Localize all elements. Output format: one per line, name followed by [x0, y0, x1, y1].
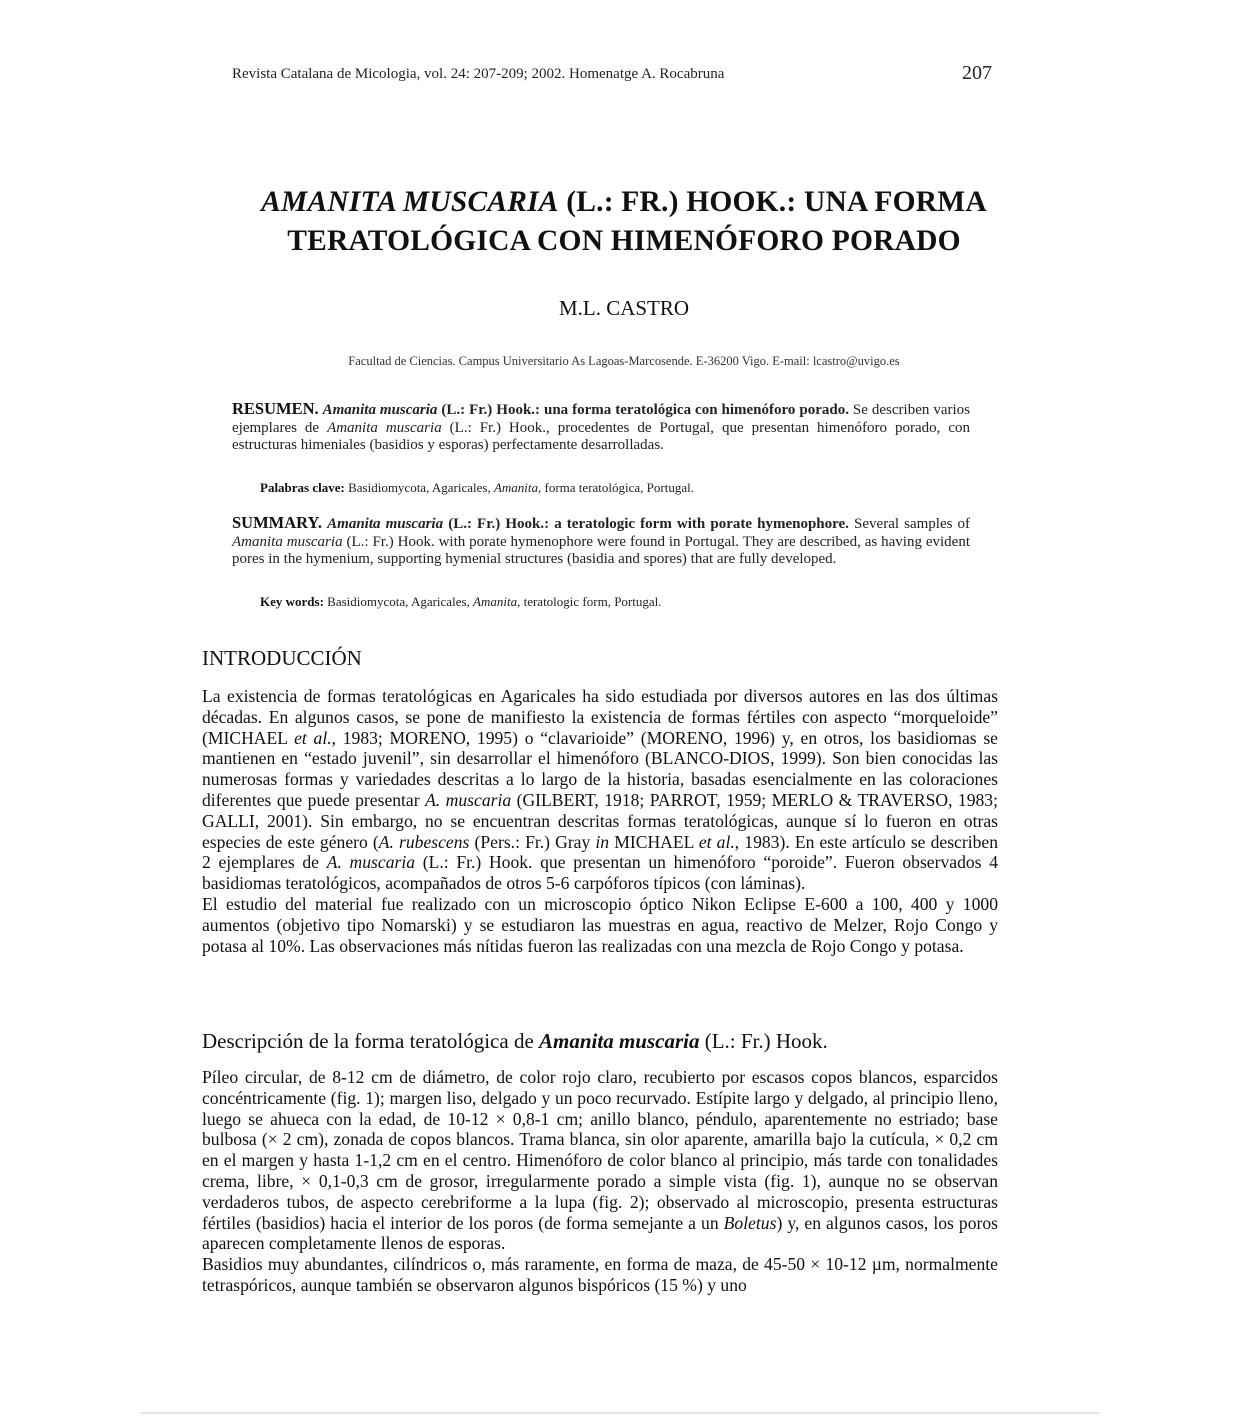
intro-p1-text: La existencia de formas teratológicas en Agaricales ha sido estudiada por diversos autores en las dos últimas décadas. En algunos casos, se pone de manifiesto la existencia de formas fértiles con aspecto “morqueloide” (MICHAEL — [202, 686, 998, 748]
summary-title — [327, 516, 849, 532]
resumen-title-rest: (L.: Fr.) Hook.: una forma teratológica con himenóforo porado. — [441, 402, 849, 418]
intro-p1-italic: A. muscaria — [425, 789, 512, 810]
intro-paragraph-2: El estudio del material fue realizado con un microscopio óptico Nikon Eclipse E-600 a 100, 400 y 1000 aumentos (objetivo tipo Nomarski) y se estudiaron las muestras en agua, reactivo de Melzer, Rojo Congo y potasa al 10%. Las observaciones más nítidas fueron las realizadas con una mezcla de Rojo Congo y potasa. — [202, 893, 998, 956]
summary-title-rest: (L.: Fr.) Hook.: a teratologic form with porate hymenophore. — [448, 516, 849, 532]
title-line-2: TERATOLÓGICA CON HIMENÓFORO PORADO — [287, 225, 961, 257]
description-heading — [202, 1029, 828, 1054]
summary-abstract — [232, 514, 970, 569]
description-heading-before: Descripción de la forma teratológica de — [202, 1029, 534, 1053]
intro-p1-text: , 1983; MORENO, 1995) o “clavarioide” (MORENO, 1996) y, en otros, los basidiomas se mantienen en “estado juvenil”, sin desarrollar el himenóforo (BLANCO-DIOS, 1999). Son bien conocidas las numerosas formas y variedades descritas a lo largo de la historia, basadas esencialmente en las coloraciones diferentes que puede presentar — [202, 727, 998, 810]
desc-p1-text: Píleo circular, de 8-12 cm de diámetro, de color rojo claro, recubierto por escasos copos blancos, esparcidos concéntricamente (fig. 1); margen liso, delgado y un poco recurvado. Estípite largo y delgado, al principio lleno, luego se ahueca con la edad, de 10-12 × 0,8-1 cm; anillo blanco, péndulo, aparentemente no estriado; base bulbosa (× 2 cm), zonada de copos blancos. Trama blanca, sin olor aparente, amarilla bajo la cutícula, × 0,2 cm en el margen y hasta 1-1,2 cm en el centro. Himenóforo de color blanco al principio, más tarde con tonalidades crema, libre, × 0,1-0,3 cm de grosor, irregularmente porado a simple vista (fig. 1), aunque no se observan verdaderos tubos, de aspecto cerebriforme a la lupa (fig. 2); observado al microscopio, presenta estructuras fértiles (basidios) hacia el interior de los poros (de forma semejante a un — [202, 1067, 998, 1233]
summary-label: SUMMARY. — [232, 513, 323, 532]
intro-p1-italic: in — [595, 831, 610, 852]
description-heading-species: Amanita muscaria — [539, 1029, 700, 1053]
keywords-label: Key words: — [260, 594, 324, 609]
desc-p1-text: ) y, en algunos casos, los poros aparecen completamente llenos de esporas. — [202, 1212, 998, 1254]
intro-heading: INTRODUCCIÓN — [202, 646, 362, 670]
summary-title-genus: Amanita muscaria — [327, 516, 444, 532]
keywords-after: , teratologic form, Portugal. — [517, 594, 662, 609]
description-paragraph-1 — [202, 1067, 998, 1254]
title-species: AMANITA MUSCARIA — [261, 186, 559, 218]
article-title — [180, 183, 1068, 261]
intro-p1-text: MICHAEL — [614, 831, 694, 852]
intro-p1-italic: A. rubescens — [378, 831, 470, 852]
palabras-before: Basidiomycota, Agaricales, — [348, 480, 491, 495]
keywords-genus: Amanita — [473, 594, 518, 609]
intro-p1-italic: et al. — [294, 727, 332, 748]
palabras-label: Palabras clave: — [260, 480, 345, 495]
intro-paragraph-1 — [202, 686, 998, 894]
resumen-text-genus: Amanita muscaria — [327, 419, 442, 436]
author-name: M.L. CASTRO — [558, 296, 690, 320]
resumen-text-rest: (L.: Fr.) Hook., procedentes de Portugal, que presentan himenóforo porado, con estructuras himeniales (basidios y esporas) perfectamente desarrolladas. — [232, 419, 971, 453]
palabras-genus: Amanita — [493, 480, 539, 495]
palabras-clave — [260, 480, 970, 496]
author-affiliation: Facultad de Ciencias. Campus Universitario As Lagoas-Marcosende. E-36200 Vigo. E-mail: lcastro@uvigo.es — [348, 354, 900, 368]
summary-text: Several samples of — [854, 516, 971, 532]
resumen-label: RESUMEN. — [232, 399, 319, 418]
intro-p1-italic: et al. — [698, 831, 735, 852]
intro-p1-text: (GILBERT, 1918; PARROT, 1959; MERLO & TRAVERSO, 1983; GALLI, 2001). Sin embargo, no se encuentran descritas formas teratológicas, aunque sí lo fueron en otras especies de este género ( — [202, 789, 998, 852]
intro-p1-text: (Pers.: Fr.) Gray — [474, 831, 591, 852]
journal-citation: Revista Catalana de Micologia, vol. 24: 207-209; 2002. Homenatge A. Rocabruna — [232, 66, 725, 82]
description-body — [202, 1067, 998, 1296]
resumen-title — [323, 402, 849, 418]
intro-p1-italic: A. muscaria — [326, 852, 416, 873]
desc-p1-italic: Boletus — [723, 1212, 777, 1233]
page-number: 207 — [962, 62, 992, 84]
palabras-after: , forma teratológica, Portugal. — [538, 480, 694, 495]
resumen-abstract — [232, 400, 970, 455]
resumen-title-genus: Amanita muscaria — [322, 402, 438, 418]
keywords-before: Basidiomycota, Agaricales, — [327, 594, 470, 609]
description-paragraph-2: Basidios muy abundantes, cilíndricos o, más raramente, en forma de maza, de 45-50 × 10-12 µm, normalmente tetraspóricos, aunque también se observaron algunos bispóricos (15 %) y uno — [202, 1254, 998, 1295]
title-line-1-rest: (L.: FR.) HOOK.: UNA FORMA — [558, 186, 987, 218]
intro-p1-text: (L.: Fr.) Hook. que presentan un himenóforo “poroide”. Fueron observados 4 basidiomas teratológicos, acompañados de otros 5-6 carpóforos típicos (con láminas). — [202, 852, 999, 894]
scan-edge-line — [140, 1412, 1100, 1414]
description-heading-after: (L.: Fr.) Hook. — [704, 1029, 828, 1053]
intro-body — [202, 686, 998, 956]
summary-text-genus: Amanita muscaria — [232, 533, 343, 550]
key-words — [260, 594, 970, 610]
title-line-1 — [180, 183, 1068, 222]
running-header — [232, 62, 992, 84]
summary-text-rest: (L.: Fr.) Hook. with porate hymenophore were found in Portugal. They are described, as having evident pores in the hymenium, supporting hymenial structures (basidia and spores) that are fully developed. — [232, 533, 970, 567]
intro-p1-text: , 1983). En este artículo se describen 2 ejemplares de — [202, 831, 998, 873]
resumen-text: Se describen varios ejemplares de — [232, 402, 970, 436]
